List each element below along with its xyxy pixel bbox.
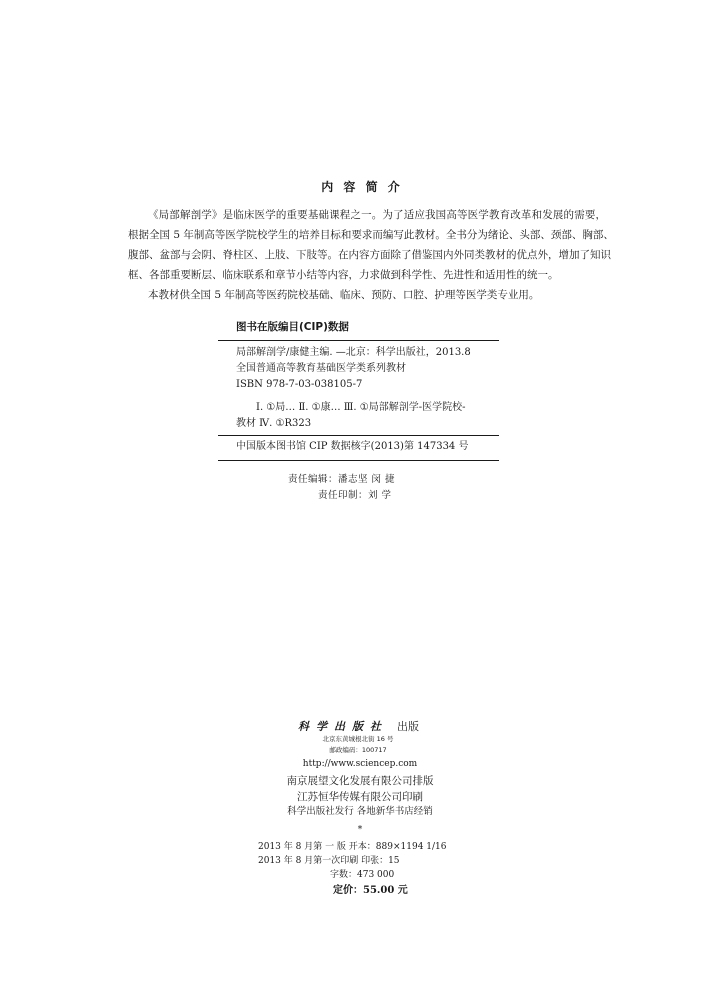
summary-line-4: 框、各部重要断层、临床联系和章节小结等内容，力求做到科学性、先进性和适用性的统一。 — [128, 269, 559, 281]
cip-rule-bottom — [218, 460, 499, 461]
price: 定价：55.00 元 — [333, 885, 408, 896]
credit-print-manager: 责任印制：刘 学 — [318, 490, 392, 501]
summary-line-1: 《局部解剖学》是临床医学的重要基础课程之一。为了适应我国高等医学教育改革和发展的需要， — [148, 209, 606, 221]
distribution-credit: 科学出版社发行 各地新华书店经销 — [287, 806, 433, 817]
publisher-action: 出版 — [397, 720, 419, 733]
word-count: 字数：473 000 — [330, 870, 395, 880]
printing-credit: 江苏恒华传媒有限公司印刷 — [297, 791, 423, 803]
cip-rule-top — [218, 340, 499, 341]
publisher-postcode: 邮政编码：100717 — [329, 746, 387, 754]
summary-line-5: 本教材供全国 5 年制高等医药院校基础、临床、预防、口腔、护理等医学类专业用。 — [148, 289, 540, 301]
cip-subject-line-1: Ⅰ. ①局… Ⅱ. ①康… Ⅲ. ①局部解剖学-医学院校- — [256, 402, 466, 413]
credit-editors: 责任编辑：潘志坚 闵 捷 — [288, 474, 396, 485]
summary-title: 内 容 简 介 — [321, 180, 403, 194]
edition-info: 2013 年 8 月第 一 版 开本：889×1194 1/16 — [258, 842, 447, 852]
summary-line-2: 根据全国 5 年制高等医学院校学生的培养目标和要求而编写此教材。全书分为绪论、头部、颈部、胸部、 — [128, 229, 614, 241]
cip-subject-line-2: 教材 Ⅳ. ①R323 — [236, 418, 312, 429]
cip-heading: 图书在版编目(CIP)数据 — [236, 321, 349, 333]
cip-record: 中国版本图书馆 CIP 数据核字(2013)第 147334 号 — [236, 441, 469, 452]
cip-rule-middle — [218, 435, 499, 436]
publisher-website: http://www.sciencep.com — [302, 759, 418, 769]
cip-line-title: 局部解剖学/康健主编. —北京：科学出版社，2013.8 — [236, 347, 471, 358]
typesetting-credit: 南京展望文化发展有限公司排版 — [286, 775, 434, 787]
publisher-address: 北京东黄城根北街 16 号 — [322, 735, 394, 743]
publisher-logo: 科学出版社 — [298, 720, 388, 733]
separator-asterisk: * — [357, 825, 363, 835]
cip-line-isbn: ISBN 978-7-03-038105-7 — [236, 379, 363, 390]
cip-line-series: 全国普通高等教育基础医学类系列教材 — [236, 363, 406, 374]
impression-info: 2013 年 8 月第一次印刷 印张：15 — [258, 856, 400, 866]
summary-line-3: 腹部、盆部与会阴、脊柱区、上肢、下肢等。在内容方面除了借鉴国内外同类教材的优点外，增加了知识 — [128, 249, 611, 261]
